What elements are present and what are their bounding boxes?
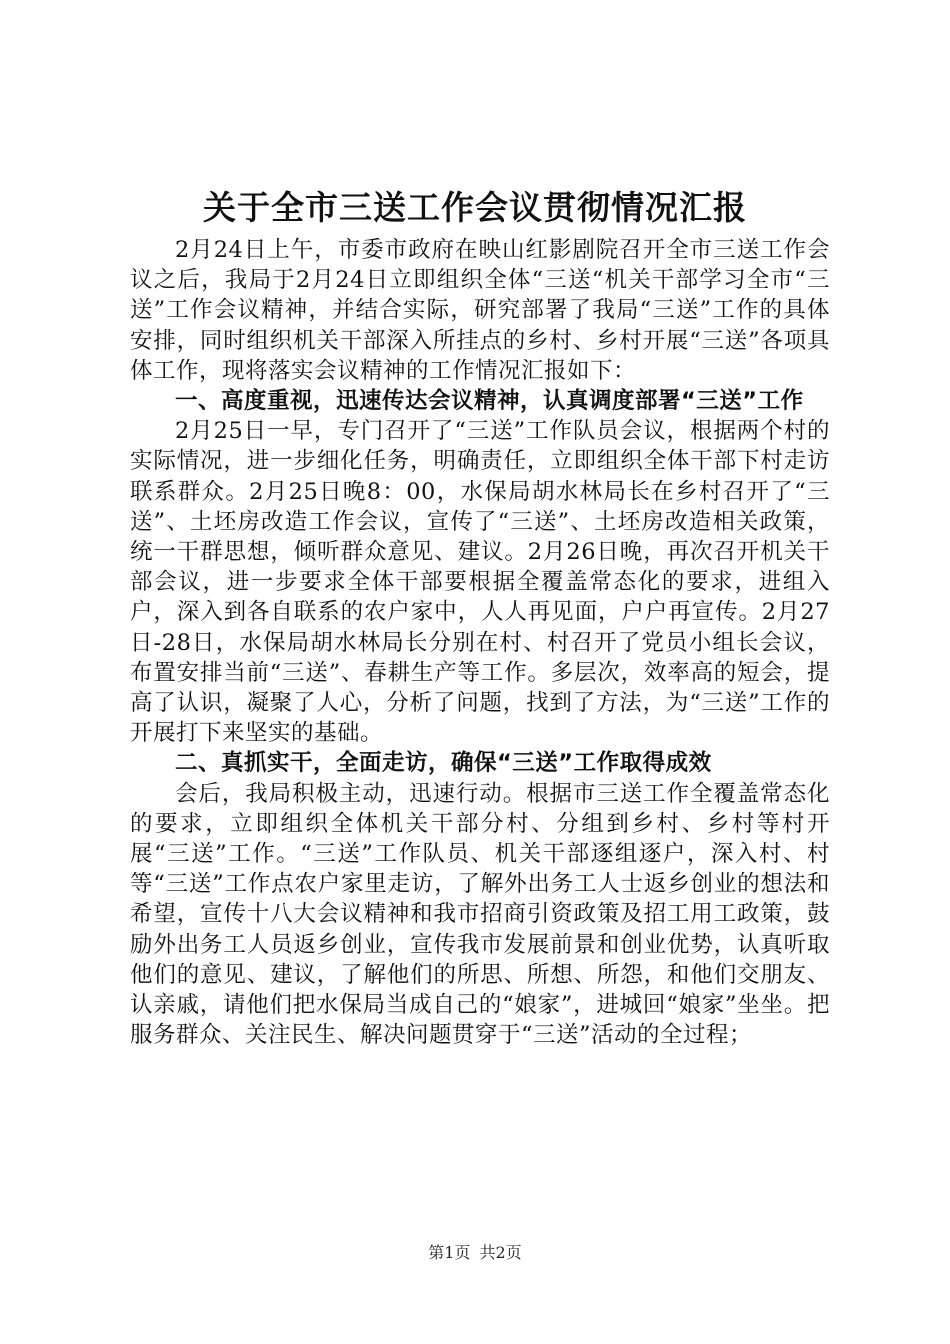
section-heading-1: 一、高度重视，迅速传达会议精神，认真调度部署“三送”工作 [175, 388, 804, 415]
section-2-paragraph: 会后，我局积极主动，迅速行动。根据市三送工作全覆盖常态化的要求，立即组织全体机关干部分村、分组到乡村、乡村等村开展“三送”工作。“三送”工作队员、机关干部逐组逐户，深入村、村等“三送”工作点农户家里走访，了解外出务工人士返乡创业的想法和希望，宣传十八大会议精神和我市招商引资政策及招工用工政策，鼓励外出务工人员返乡创业，宣传我市发展前景和创业优势，认真听取他们的意见、建议，了解他们的所思、所想、所怨，和他们交朋友、认亲戚，请他们把水保局当成自己的“娘家”，进城回“娘家”坐坐。把服务群众、关注民生、解决问题贯穿于“三送”活动的全过程； [130, 780, 830, 1049]
section-1-paragraph: 2月25日一早，专门召开了“三送”工作队员会议，根据两个村的实际情况，进一步细化任务，明确责任，立即组织全体干部下村走访联系群众。2月25日晚8：00，水保局胡水林局长在乡村召开了“三送”、土坯房改造工作会议，宣传了“三送”、土坯房改造相关政策，统一干群思想，倾听群众意见、建议。2月26日晚，再次召开机关干部会议，进一步要求全体干部要根据全覆盖常态化的要求，进组入户，深入到各自联系的农户家中，人人再见面，户户再宣传。2月27日-28日，水保局胡水林局长分别在村、村召开了党员小组长会议，布置安排当前“三送”、春耕生产等工作。多层次，效率高的短会，提高了认识，凝聚了人心，分析了问题，找到了方法，为“三送”工作的开展打下来坚实的基础。 [130, 418, 830, 747]
page-footer [0, 1242, 950, 1264]
page-total: 共2页 [479, 1243, 522, 1262]
intro-paragraph: 2月24日上午，市委市政府在映山红影剧院召开全市三送工作会议之后，我局于2月24日立即组织全体“三送“机关干部学习全市“三送”工作会议精神，并结合实际，研究部署了我局“三送”工作的具体安排，同时组织机关干部深入所挂点的乡村、乡村开展“三送”各项具体工作，现将落实会议精神的工作情况汇报如下： [130, 237, 830, 384]
document-body [130, 235, 830, 1050]
document-title: 关于全市三送工作会议贯彻情况汇报 [203, 188, 747, 227]
section-heading-2: 二、真抓实干，全面走访，确保“三送”工作取得成效 [175, 750, 712, 777]
page-number: 第1页 [428, 1243, 471, 1262]
